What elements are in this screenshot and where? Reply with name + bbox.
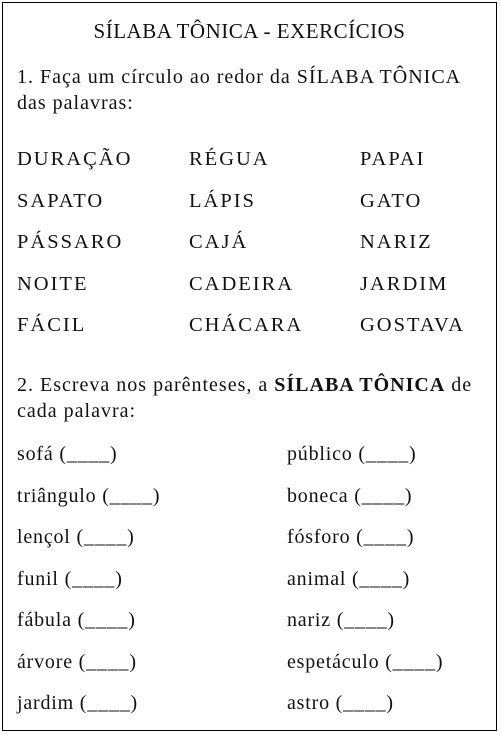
fill-item: árvore (____)	[17, 650, 137, 673]
fill-in-list	[17, 443, 495, 734]
word-item: CHÁCARA	[189, 314, 304, 336]
fill-item: jardim (____)	[17, 692, 138, 714]
fill-item: sofá (____)	[17, 443, 118, 465]
word-item: SAPATO	[17, 189, 105, 212]
word-item: NARIZ	[360, 231, 433, 253]
fill-item: boneca (____)	[287, 484, 413, 507]
fill-item: nariz (____)	[287, 609, 395, 631]
fill-item: funil (____)	[17, 567, 123, 590]
fill-item: animal (____)	[287, 567, 411, 590]
word-item: PAPAI	[360, 148, 426, 170]
word-item: RÉGUA	[189, 148, 270, 170]
fill-row	[17, 443, 495, 485]
fill-item: fábula (____)	[17, 609, 136, 631]
word-item: DURAÇÃO	[17, 148, 133, 170]
question-2-suffix: de cada palavra:	[17, 374, 473, 422]
word-item: CAJÁ	[189, 231, 249, 253]
question-1-instruction: 1. Faça um círculo ao redor da SÍLABA TÔNICA das palavras:	[17, 66, 460, 114]
word-row	[17, 190, 495, 232]
worksheet	[2, 2, 497, 731]
word-item: GATO	[360, 189, 423, 212]
word-item: GOSTAVA	[360, 314, 466, 336]
fill-item: triângulo (____)	[17, 484, 161, 507]
word-row	[17, 148, 495, 190]
fill-item: espetáculo (____)	[287, 650, 444, 673]
word-row	[17, 273, 495, 315]
worksheet-title: SÍLABA TÔNICA - EXERCÍCIOS	[93, 19, 406, 43]
fill-row	[17, 609, 495, 651]
question-2-instruction	[17, 372, 487, 424]
word-item: LÁPIS	[189, 189, 256, 212]
word-row	[17, 314, 495, 356]
fill-item: público (____)	[287, 443, 417, 465]
question-2-bold: SÍLABA TÔNICA	[274, 374, 446, 396]
fill-row	[17, 485, 495, 527]
word-item: JARDIM	[360, 272, 449, 295]
question-2-prefix: 2. Escreva nos parênteses, a	[17, 374, 275, 396]
word-grid	[17, 148, 495, 356]
fill-row	[17, 692, 495, 734]
fill-row	[17, 526, 495, 568]
fill-item: fósforo (____)	[287, 526, 415, 548]
fill-row	[17, 568, 495, 610]
fill-item: lençol (____)	[17, 526, 135, 548]
word-row	[17, 231, 495, 273]
fill-row	[17, 651, 495, 693]
word-item: CADEIRA	[189, 272, 295, 295]
word-item: FÁCIL	[17, 314, 87, 336]
word-item: PÁSSARO	[17, 231, 124, 253]
fill-item: astro (____)	[287, 692, 394, 714]
word-item: NOITE	[17, 272, 89, 295]
